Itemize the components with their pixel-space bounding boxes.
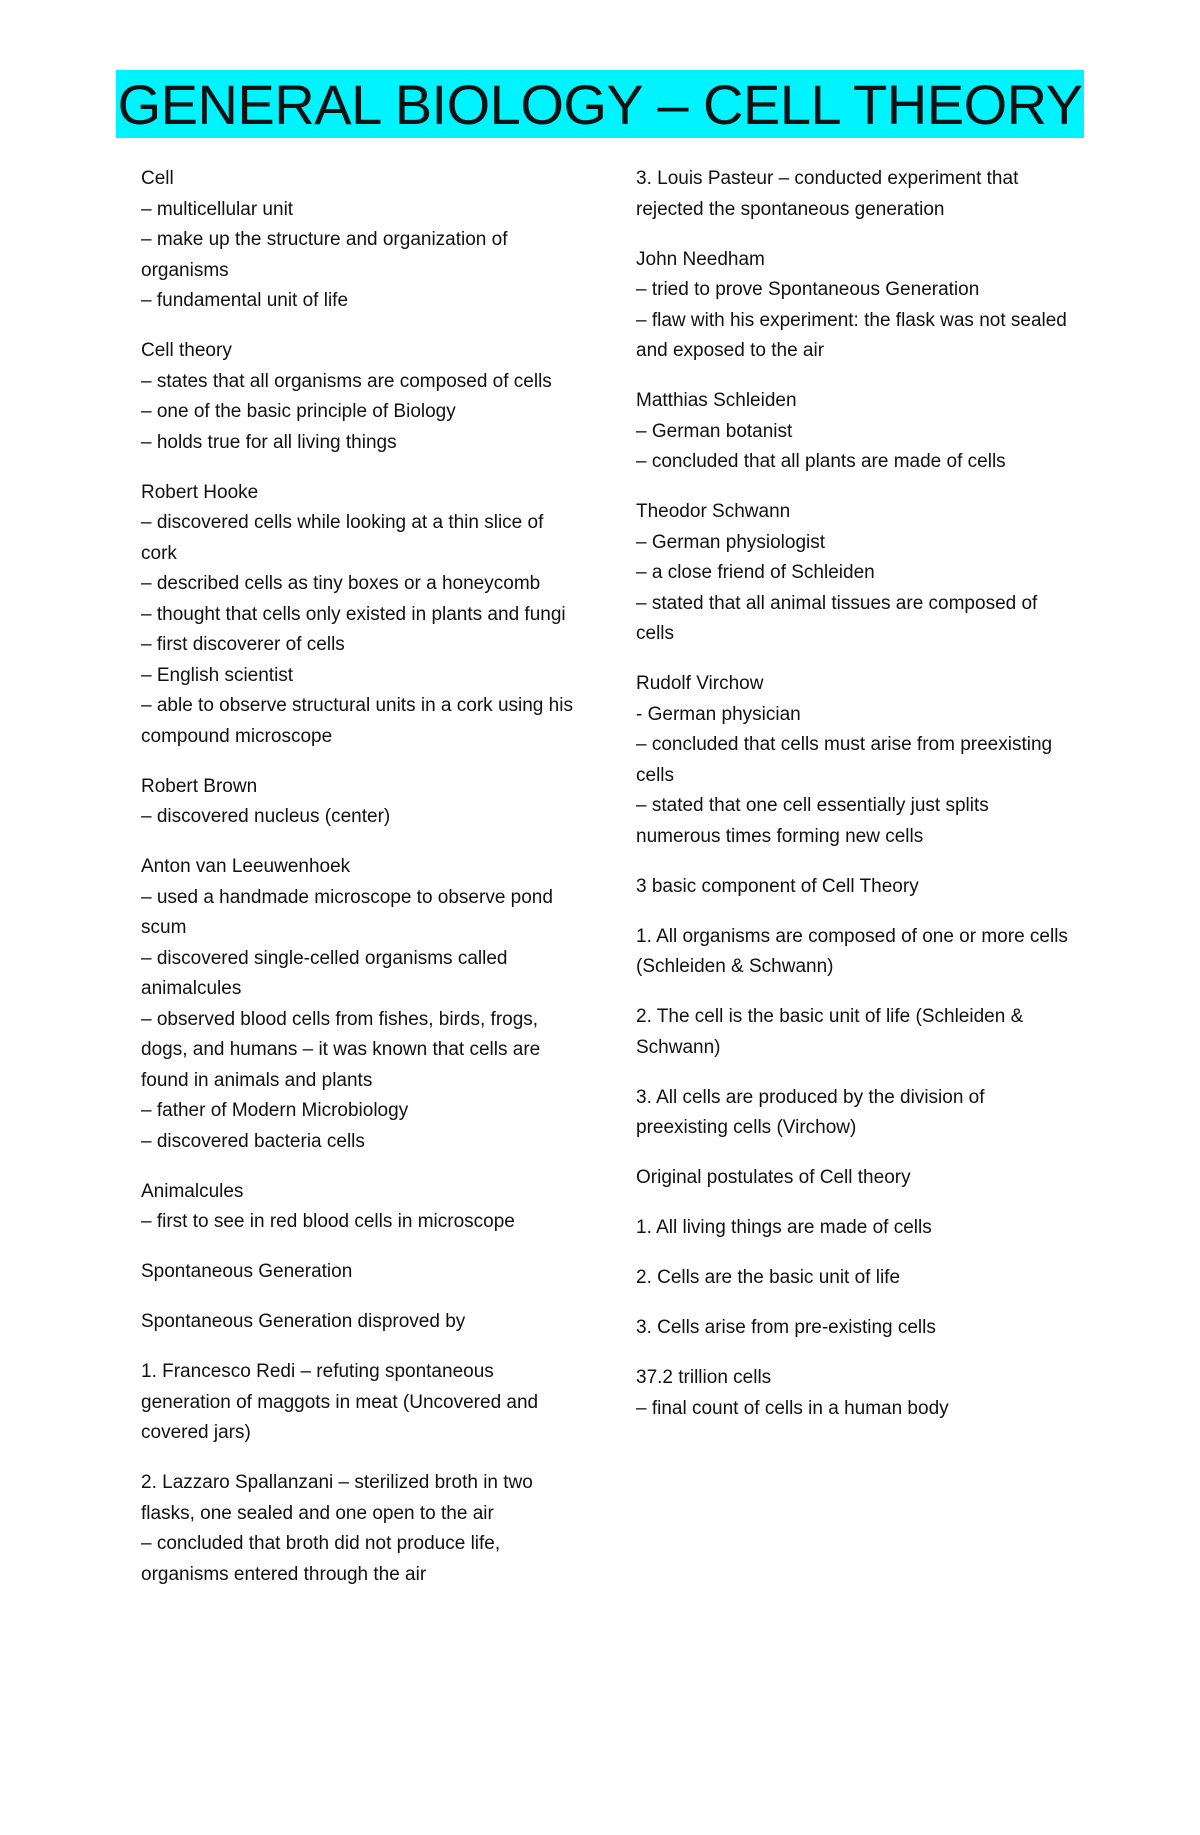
note-heading: 1. All organisms are composed of one or more cells (Schleiden & Schwann): [636, 925, 1068, 977]
note-block: [636, 497, 1076, 650]
note-heading: John Needham: [636, 248, 765, 270]
note-line: – states that all organisms are composed of cells: [141, 370, 552, 392]
note-line: – multicellular unit: [141, 198, 294, 220]
note-heading: Theodor Schwann: [636, 501, 791, 522]
note-block: [636, 1002, 1076, 1063]
note-heading: 2. Lazzaro Spallanzani – sterilized broth in two flasks, one sealed and one open to the air: [141, 1472, 533, 1524]
note-block: [636, 669, 1076, 852]
note-line: – German physiologist: [636, 531, 826, 553]
note-heading: 3. Louis Pasteur – conducted experiment that rejected the spontaneous generation: [636, 168, 1019, 220]
note-line: – tried to prove Spontaneous Generation: [636, 279, 980, 300]
note-block: [636, 922, 1076, 983]
note-line: – father of Modern Microbiology: [141, 1100, 409, 1121]
note-line: – stated that all animal tissues are composed of cells: [636, 592, 1038, 644]
note-block: [141, 1257, 581, 1288]
page-title: GENERAL BIOLOGY – CELL THEORY: [116, 70, 1085, 138]
note-block: [141, 852, 581, 1157]
note-heading: Spontaneous Generation: [141, 1261, 353, 1282]
note-block: [636, 1263, 1076, 1294]
note-heading: Anton van Leeuwenhoek: [141, 856, 351, 877]
note-line: – first to see in red blood cells in microscope: [141, 1211, 515, 1232]
note-heading: Matthias Schleiden: [636, 390, 797, 411]
note-block: [636, 1213, 1076, 1244]
note-line: – thought that cells only existed in plants and fungi: [141, 603, 566, 625]
note-line: – one of the basic principle of Biology: [141, 401, 456, 422]
note-heading: 37.2 trillion cells: [636, 1367, 772, 1388]
note-heading: Rudolf Virchow: [636, 673, 764, 694]
note-block: [141, 772, 581, 833]
note-line: – discovered cells while looking at a thin slice of cork: [141, 512, 544, 564]
note-heading: Robert Brown: [141, 775, 258, 797]
note-block: [636, 245, 1076, 367]
note-line: – make up the structure and organization of organisms: [141, 229, 508, 281]
note-heading: 3. All cells are produced by the division of preexisting cells (Virchow): [636, 1086, 985, 1138]
note-line: – stated that one cell essentially just splits numerous times forming new cells: [636, 795, 989, 847]
note-heading: 2. Cells are the basic unit of life: [636, 1267, 901, 1288]
right-column: [636, 164, 1076, 1444]
note-heading: 2. The cell is the basic unit of life (Schleiden & Schwann): [636, 1006, 1024, 1058]
note-heading: Original postulates of Cell theory: [636, 1167, 911, 1188]
note-heading: 3 basic component of Cell Theory: [636, 875, 919, 897]
note-block: [141, 336, 581, 458]
note-line: – concluded that all plants are made of cells: [636, 451, 1006, 472]
note-line: – described cells as tiny boxes or a honeycomb: [141, 573, 541, 594]
note-block: [141, 1468, 581, 1590]
note-line: - German physician: [636, 703, 801, 725]
note-line: – fundamental unit of life: [141, 290, 349, 311]
note-line: – discovered single-celled organisms called animalcules: [141, 947, 508, 999]
note-line: – discovered nucleus (center): [141, 806, 391, 827]
note-line: – English scientist: [141, 664, 294, 686]
note-heading: 1. Francesco Redi – refuting spontaneous generation of maggots in meat (Uncovered and covered jars): [141, 1361, 539, 1443]
note-heading: Animalcules: [141, 1180, 244, 1202]
note-heading: Cell: [141, 168, 174, 189]
note-line: – German botanist: [636, 420, 793, 442]
note-block: [636, 1083, 1076, 1144]
note-heading: 1. All living things are made of cells: [636, 1217, 932, 1238]
note-line: – final count of cells in a human body: [636, 1397, 949, 1419]
note-heading: 3. Cells arise from pre-existing cells: [636, 1317, 936, 1338]
note-heading: Cell theory: [141, 340, 232, 361]
note-block: [141, 478, 581, 753]
note-line: – concluded that broth did not produce life, organisms entered through the air: [141, 1533, 501, 1585]
note-block: [141, 1357, 581, 1449]
note-line: – a close friend of Schleiden: [636, 562, 875, 583]
note-block: [141, 1307, 581, 1338]
note-heading: Spontaneous Generation disproved by: [141, 1311, 466, 1332]
title-bar: [0, 70, 1200, 138]
note-line: – discovered bacteria cells: [141, 1130, 365, 1152]
note-heading: Robert Hooke: [141, 481, 259, 503]
left-column: [141, 164, 581, 1610]
note-line: – observed blood cells from fishes, birds, frogs, dogs, and humans – it was known that cells are found in animals and plants: [141, 1008, 541, 1091]
note-line: – used a handmade microscope to observe pond scum: [141, 886, 553, 938]
note-block: [636, 386, 1076, 478]
note-block: [636, 164, 1076, 225]
note-block: [636, 872, 1076, 903]
note-block: [636, 1363, 1076, 1424]
note-line: – holds true for all living things: [141, 431, 397, 453]
note-block: [636, 1163, 1076, 1194]
note-line: – concluded that cells must arise from preexisting cells: [636, 734, 1053, 786]
note-line: – first discoverer of cells: [141, 634, 345, 655]
note-line: – flaw with his experiment: the flask was not sealed and exposed to the air: [636, 309, 1067, 361]
note-line: – able to observe structural units in a cork using his compound microscope: [141, 695, 573, 747]
note-block: [141, 164, 581, 317]
note-block: [636, 1313, 1076, 1344]
note-block: [141, 1177, 581, 1238]
